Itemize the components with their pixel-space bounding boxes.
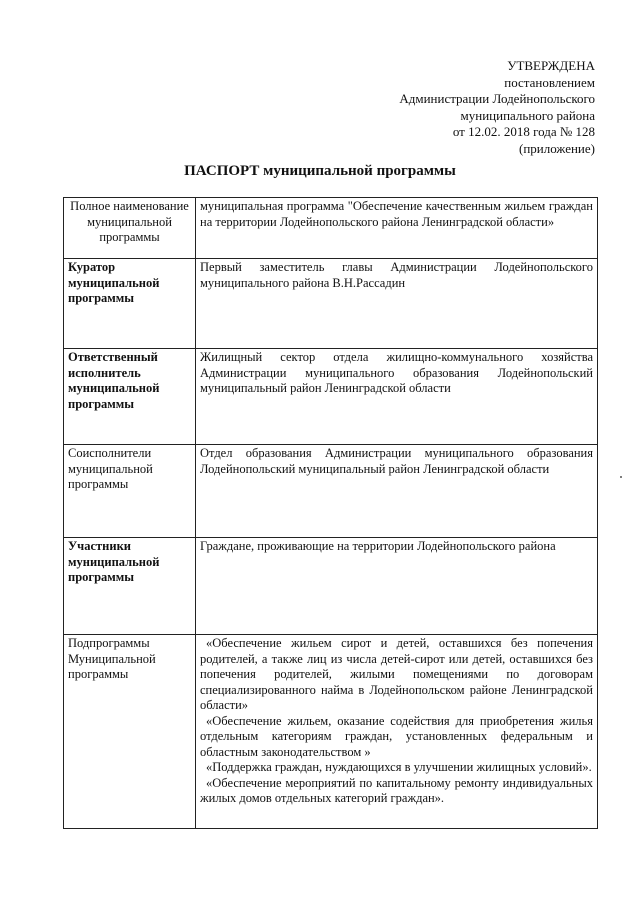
passport-table [63, 197, 598, 829]
row-value-subprograms [196, 635, 598, 829]
table-row [64, 538, 598, 635]
subprogram-item: «Обеспечение мероприятий по капитальному ремонту индивидуальных жилых домов отдельных категорий граждан». [200, 775, 593, 805]
approval-line: постановлением [504, 74, 595, 90]
row-label-curator: Куратор муниципальной программы [64, 259, 196, 349]
table-row [64, 198, 598, 259]
approval-stamp [399, 58, 595, 157]
row-value-curator: Первый заместитель главы Администрации Лодейнопольского муниципального района В.Н.Рассадин [196, 259, 598, 349]
approval-line: (приложение) [518, 140, 595, 156]
row-label-full-name: Полное наименование муниципальной программы [64, 198, 196, 259]
approval-line: от 12.02. 2018 года № 128 [452, 124, 595, 139]
row-label-coexecutors: Соисполнители муниципальной программы [64, 445, 196, 538]
page-title: ПАСПОРТ муниципальной программы [184, 163, 456, 179]
row-value-full-name: муниципальная программа "Обеспечение качественным жильем граждан на территории Лодейнопольского района Ленинградской области» [196, 198, 598, 259]
table-row [64, 445, 598, 538]
subprogram-item: «Поддержка граждан, нуждающихся в улучшении жилищных условий». [206, 760, 592, 774]
row-label-participants: Участники муниципальной программы [64, 538, 196, 635]
subprogram-item: «Обеспечение жильем, оказание содействия для приобретения жилья отдельным категориям граждан, установленных федеральным и областным законодательством » [200, 713, 593, 759]
row-value-responsible: Жилищный сектор отдела жилищно-коммунального хозяйства Администрации муниципального образования Лодейнопольский муниципальный район Ленинградской области [196, 349, 598, 445]
row-label-subprograms: Подпрограммы Муниципальной программы [64, 635, 196, 829]
table-row [64, 349, 598, 445]
row-value-participants: Граждане, проживающие на территории Лодейнопольского района [196, 538, 598, 635]
approval-line: муниципального района [460, 107, 595, 123]
subprogram-item: «Обеспечение жильем сирот и детей, оставшихся без попечения родителей, а также лиц из числа детей-сирот или детей, оставшихся без попечения родителей, жилыми помещениями по договорам специализированного найма в Лодейнопольском районе Ленинградской области» [200, 636, 593, 712]
table-row [64, 259, 598, 349]
approval-line: УТВЕРЖДЕНА [507, 58, 595, 73]
scan-speck [620, 476, 622, 478]
row-value-coexecutors: Отдел образования Администрации муниципального образования Лодейнопольский муниципальный район Ленинградской области [196, 445, 598, 538]
table-row [64, 635, 598, 829]
row-label-responsible: Ответственный исполнитель муниципальной программы [64, 349, 196, 445]
approval-line: Администрации Лодейнопольского [399, 91, 595, 106]
